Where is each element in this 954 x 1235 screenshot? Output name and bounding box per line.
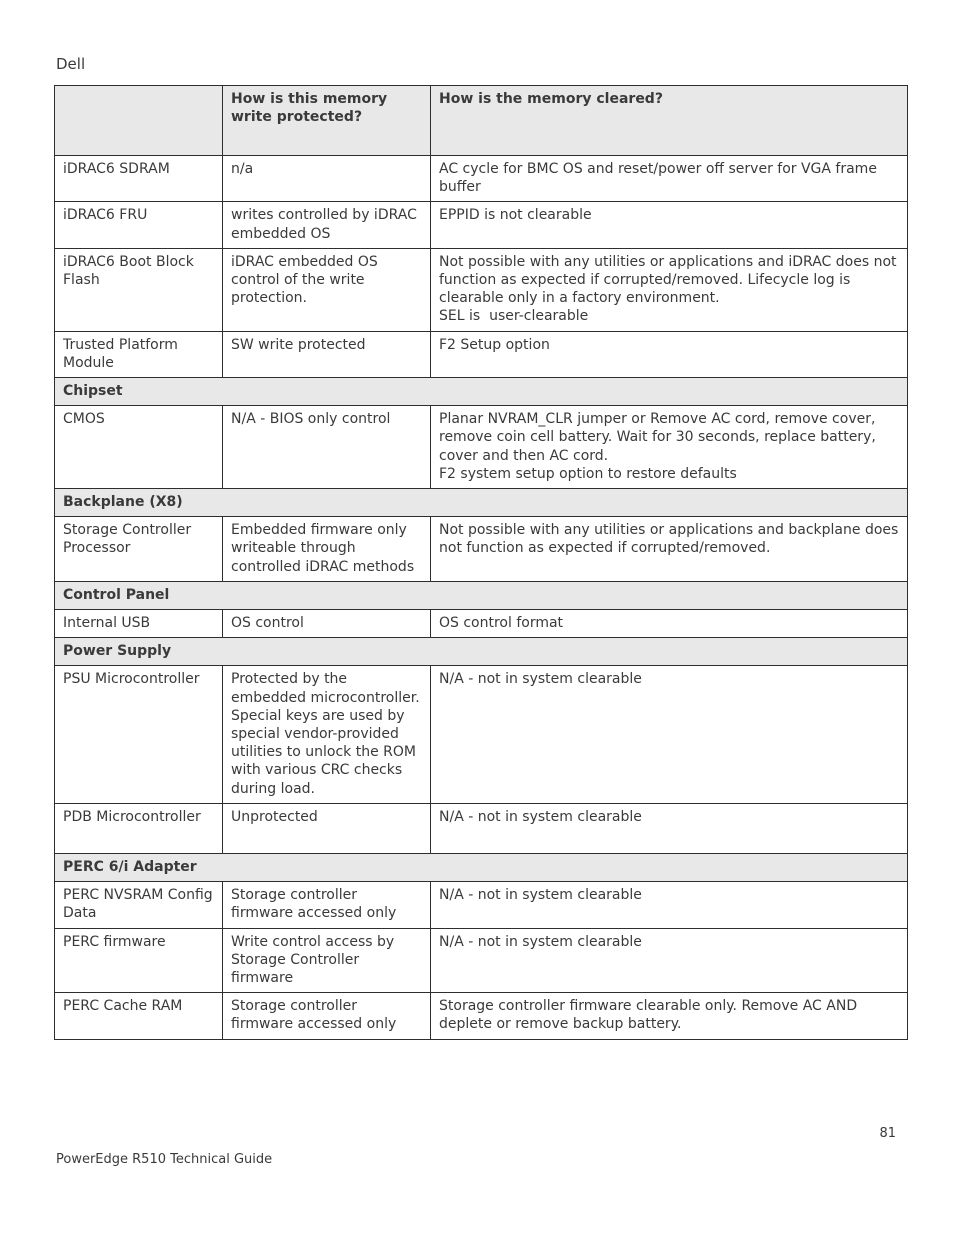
footer-document-title: PowerEdge R510 Technical Guide	[56, 1152, 273, 1167]
component-cell: Trusted Platform Module	[55, 331, 223, 377]
table-row	[55, 331, 908, 377]
clear-method-cell: AC cycle for BMC OS and reset/power off server for VGA frame buffer	[431, 156, 908, 202]
header-company-name: Dell	[56, 55, 86, 73]
header-cell-write-protection: How is this memory write protected?	[223, 86, 431, 156]
section-label: Control Panel	[55, 581, 908, 609]
table-row	[55, 803, 908, 853]
memory-table	[54, 85, 908, 1040]
write-protection-cell: N/A - BIOS only control	[223, 406, 431, 489]
write-protection-cell: Write control access by Storage Controller firmware	[223, 928, 431, 993]
write-protection-cell: Storage controller firmware accessed only	[223, 993, 431, 1039]
table-row	[55, 928, 908, 993]
section-label: PERC 6/i Adapter	[55, 853, 908, 881]
header-cell-component	[55, 86, 223, 156]
section-row-power-supply	[55, 638, 908, 666]
clear-method-line: Not possible with any utilities or applications and iDRAC does not function as expected if corrupted/removed. Lifecycle log is clearable only in a factory environment.	[439, 253, 897, 307]
table-row	[55, 202, 908, 248]
component-cell: PSU Microcontroller	[55, 666, 223, 803]
clear-method-cell	[431, 406, 908, 489]
table-row	[55, 666, 908, 803]
table-row	[55, 993, 908, 1039]
write-protection-cell: Unprotected	[223, 803, 431, 853]
clear-method-cell: N/A - not in system clearable	[431, 882, 908, 928]
table-header-row	[55, 86, 908, 156]
clear-method-cell: N/A - not in system clearable	[431, 666, 908, 803]
write-protection-cell: Protected by the embedded microcontroller. Special keys are used by special vendor-provided utilities to unlock the ROM with various CRC checks during load.	[223, 666, 431, 803]
component-cell: PERC NVSRAM Config Data	[55, 882, 223, 928]
table-row	[55, 248, 908, 331]
write-protection-cell: n/a	[223, 156, 431, 202]
table-row	[55, 406, 908, 489]
write-protection-cell: iDRAC embedded OS control of the write protection.	[223, 248, 431, 331]
component-cell: PDB Microcontroller	[55, 803, 223, 853]
clear-method-cell: EPPID is not clearable	[431, 202, 908, 248]
clear-method-cell: Storage controller firmware clearable only. Remove AC AND deplete or remove backup battery.	[431, 993, 908, 1039]
clear-method-cell: OS control format	[431, 610, 908, 638]
clear-method-cell: N/A - not in system clearable	[431, 928, 908, 993]
clear-method-cell: N/A - not in system clearable	[431, 803, 908, 853]
component-cell: iDRAC6 SDRAM	[55, 156, 223, 202]
component-cell: PERC Cache RAM	[55, 993, 223, 1039]
component-cell: Internal USB	[55, 610, 223, 638]
section-row-chipset	[55, 378, 908, 406]
component-cell: PERC firmware	[55, 928, 223, 993]
page-number: 81	[879, 1126, 896, 1141]
clear-method-cell: Not possible with any utilities or applications and backplane does not function as expected if corrupted/removed.	[431, 517, 908, 582]
clear-method-line: Planar NVRAM_CLR jumper or Remove AC cord, remove cover, remove coin cell battery. Wait for 30 seconds, replace battery, cover and then AC cord.	[439, 411, 876, 464]
section-label: Power Supply	[55, 638, 908, 666]
table-row	[55, 610, 908, 638]
clear-method-cell	[431, 248, 908, 331]
section-label: Chipset	[55, 378, 908, 406]
component-cell: iDRAC6 FRU	[55, 202, 223, 248]
section-row-perc-adapter	[55, 853, 908, 881]
write-protection-cell: writes controlled by iDRAC embedded OS	[223, 202, 431, 248]
write-protection-cell: SW write protected	[223, 331, 431, 377]
section-label: Backplane (X8)	[55, 489, 908, 517]
component-cell: CMOS	[55, 406, 223, 489]
write-protection-cell: Embedded firmware only writeable through controlled iDRAC methods	[223, 517, 431, 582]
table-row	[55, 517, 908, 582]
clear-method-line: F2 system setup option to restore defaults	[439, 465, 737, 482]
component-cell: Storage Controller Processor	[55, 517, 223, 582]
section-row-backplane	[55, 489, 908, 517]
header-cell-memory-cleared: How is the memory cleared?	[431, 86, 908, 156]
table-row	[55, 156, 908, 202]
write-protection-cell: OS control	[223, 610, 431, 638]
write-protection-cell: Storage controller firmware accessed only	[223, 882, 431, 928]
clear-method-line: SEL is user-clearable	[439, 308, 589, 325]
component-cell: iDRAC6 Boot Block Flash	[55, 248, 223, 331]
clear-method-cell: F2 Setup option	[431, 331, 908, 377]
section-row-control-panel	[55, 581, 908, 609]
table-row	[55, 882, 908, 928]
